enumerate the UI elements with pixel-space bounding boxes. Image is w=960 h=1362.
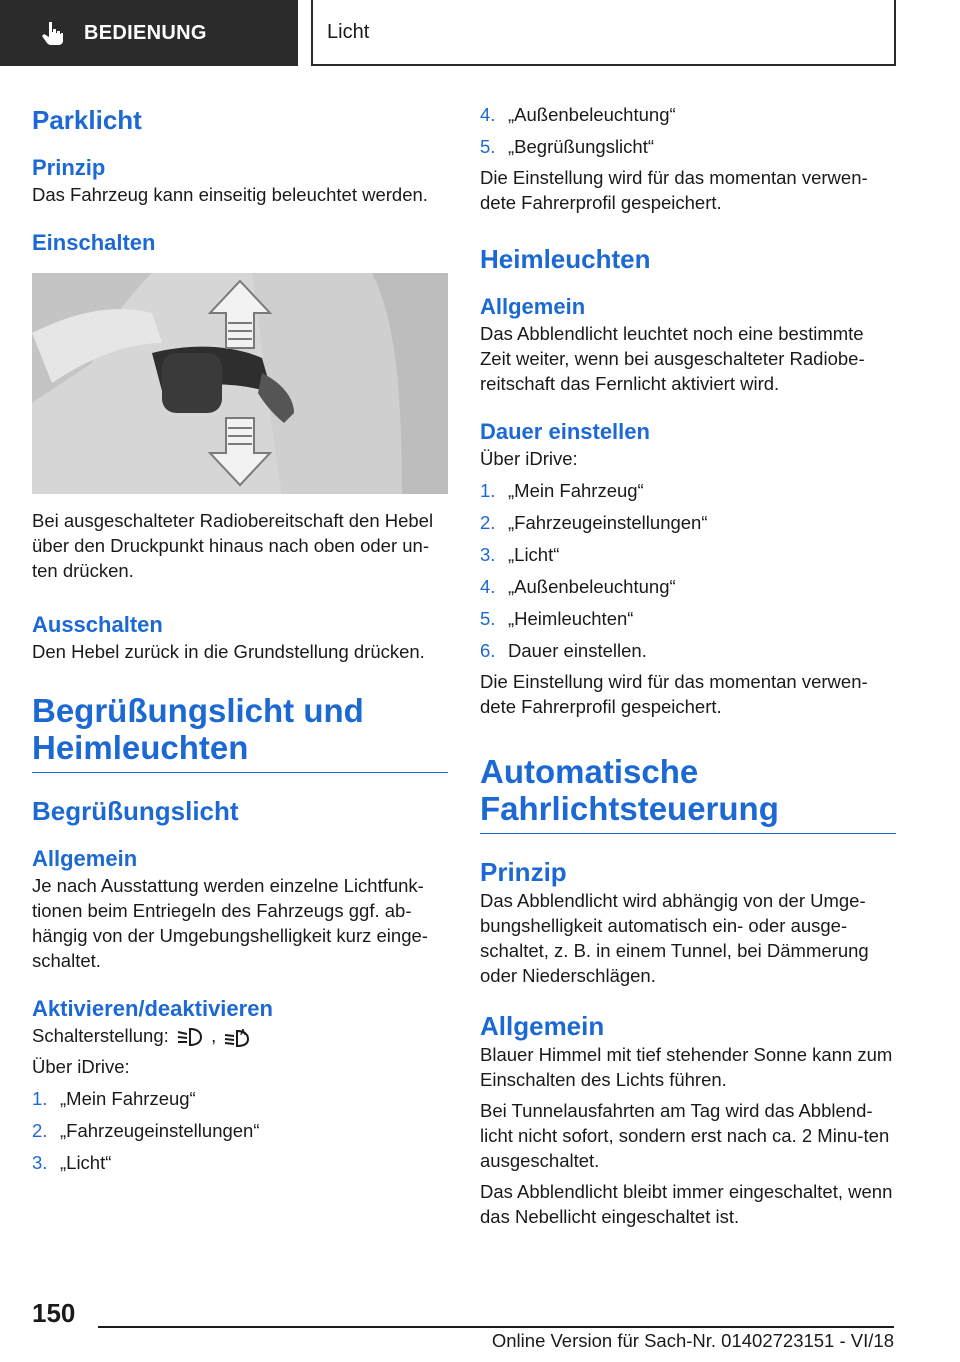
aktivieren-heading: Aktivieren/deaktivieren bbox=[32, 996, 273, 1021]
prinzip-heading: Prinzip bbox=[32, 155, 106, 180]
allgemein2-text-1: Blauer Himmel mit tief stehender Sonne kann zum Einschalten des Lichts führen. bbox=[480, 1044, 893, 1090]
allgemein2-heading: Allgemein bbox=[480, 1011, 605, 1041]
schalterstellung-line bbox=[32, 1023, 448, 1048]
lever-figure-graphic bbox=[32, 273, 448, 494]
allgemein2-text-3: Das Abblendlicht bleibt immer eingeschaltet, wenn das Nebellicht eingeschaltet ist. bbox=[480, 1181, 893, 1227]
allgemein-text: Je nach Ausstattung werden einzelne Lichtfunk-tionen beim Entriegeln des Fahrzeugs ggf. ab-hängig von der Umgebungshelligkeit kurz einge-schaltet. bbox=[32, 875, 428, 971]
list-item: 2. „Fahrzeugeinstellungen“ bbox=[480, 512, 708, 533]
chapter-label: Licht bbox=[327, 20, 370, 43]
online-version-text: Online Version für Sach-Nr. 01402723151 - VI/18 bbox=[491, 1330, 894, 1351]
schalterstellung-label: Schalterstellung: bbox=[32, 1025, 169, 1046]
allgemein-heading: Allgemein bbox=[32, 846, 138, 871]
lever-illustration bbox=[32, 273, 448, 494]
prinzip-text: Das Fahrzeug kann einseitig beleuchtet werden. bbox=[32, 184, 428, 205]
list-item: 5. „Heimleuchten“ bbox=[480, 608, 634, 629]
list-item: 1. „Mein Fahrzeug“ bbox=[480, 480, 644, 501]
heimleuchten-heading: Heimleuchten bbox=[480, 244, 651, 274]
begruessung-heimleuchten-heading: Begrüßungslicht und Heimleuchten bbox=[32, 692, 448, 773]
begruessungslicht-heading: Begrüßungslicht bbox=[32, 796, 239, 826]
footer-divider bbox=[98, 1326, 894, 1328]
dauer-heading: Dauer einstellen bbox=[480, 419, 650, 444]
list-item: 2. „Fahrzeugeinstellungen“ bbox=[32, 1120, 260, 1142]
list-item: 1. „Mein Fahrzeug“ bbox=[32, 1088, 196, 1110]
steps-right bbox=[480, 478, 896, 663]
list-item: 5. „Begrüßungslicht“ bbox=[480, 136, 655, 157]
ausschalten-heading: Ausschalten bbox=[32, 612, 163, 637]
allgemein2-text-2: Bei Tunnelausfahrten am Tag wird das Abblend-licht nicht sofort, sondern erst nach ca. 2 Minu-ten ausgeschaltet. bbox=[480, 1100, 890, 1171]
list-item: 6. Dauer einstellen. bbox=[480, 640, 647, 661]
einstellung-text-1: Die Einstellung wird für das momentan verwen-dete Fahrerprofil gespeichert. bbox=[480, 167, 868, 213]
list-item: 4. „Außenbeleuchtung“ bbox=[480, 104, 676, 125]
allgemein-heading-right: Allgemein bbox=[480, 294, 586, 319]
list-item: 3. „Licht“ bbox=[480, 544, 560, 565]
steps-left bbox=[32, 1086, 448, 1175]
right-column bbox=[480, 96, 896, 1229]
hand-pointer-icon bbox=[40, 20, 66, 46]
auto-light-icon bbox=[223, 1026, 251, 1048]
ausschalten-text: Den Hebel zurück in die Grundstellung drücken. bbox=[32, 641, 425, 662]
schalterstellung-separator: , bbox=[211, 1025, 217, 1046]
prinzip-heading-right: Prinzip bbox=[480, 857, 567, 887]
heimleuchten-allgemein-text: Das Abblendlicht leuchtet noch eine bestimmte Zeit weiter, wenn bei ausgeschalteter Radiobe-reitschaft das Fernlicht aktiviert wird. bbox=[480, 323, 865, 394]
automatische-fahrlichtsteuerung-heading: Automatische Fahrlichtsteuerung bbox=[480, 753, 896, 834]
steps-right-continued bbox=[480, 102, 896, 159]
svg-text:A: A bbox=[240, 1028, 247, 1038]
prinzip-text-right: Das Abblendlicht wird abhängig von der Umge-bungshelligkeit automatisch ein- oder ausge-schaltet, z. B. in einem Tunnel, bei Dämmerung oder Niederschlägen. bbox=[480, 890, 869, 986]
ueber-idrive-right: Über iDrive: bbox=[480, 448, 578, 469]
page-number: 150 bbox=[32, 1298, 76, 1328]
list-item: 3. „Licht“ bbox=[32, 1152, 112, 1174]
einschalten-text: Bei ausgeschalteter Radiobereitschaft den Hebel über den Druckpunkt hinaus nach oben oder un-ten drücken. bbox=[32, 510, 434, 581]
chapter-tab bbox=[311, 0, 896, 66]
ueber-idrive-left: Über iDrive: bbox=[32, 1056, 130, 1078]
left-column bbox=[32, 96, 448, 1175]
parklicht-heading: Parklicht bbox=[32, 105, 142, 135]
section-tab bbox=[0, 0, 298, 66]
einschalten-heading: Einschalten bbox=[32, 230, 156, 255]
list-item: 4. „Außenbeleuchtung“ bbox=[480, 576, 676, 597]
einstellung-text-2: Die Einstellung wird für das momentan verwen-dete Fahrerprofil gespeichert. bbox=[480, 671, 868, 717]
low-beam-icon bbox=[176, 1026, 204, 1048]
section-label: BEDIENUNG bbox=[84, 21, 207, 44]
